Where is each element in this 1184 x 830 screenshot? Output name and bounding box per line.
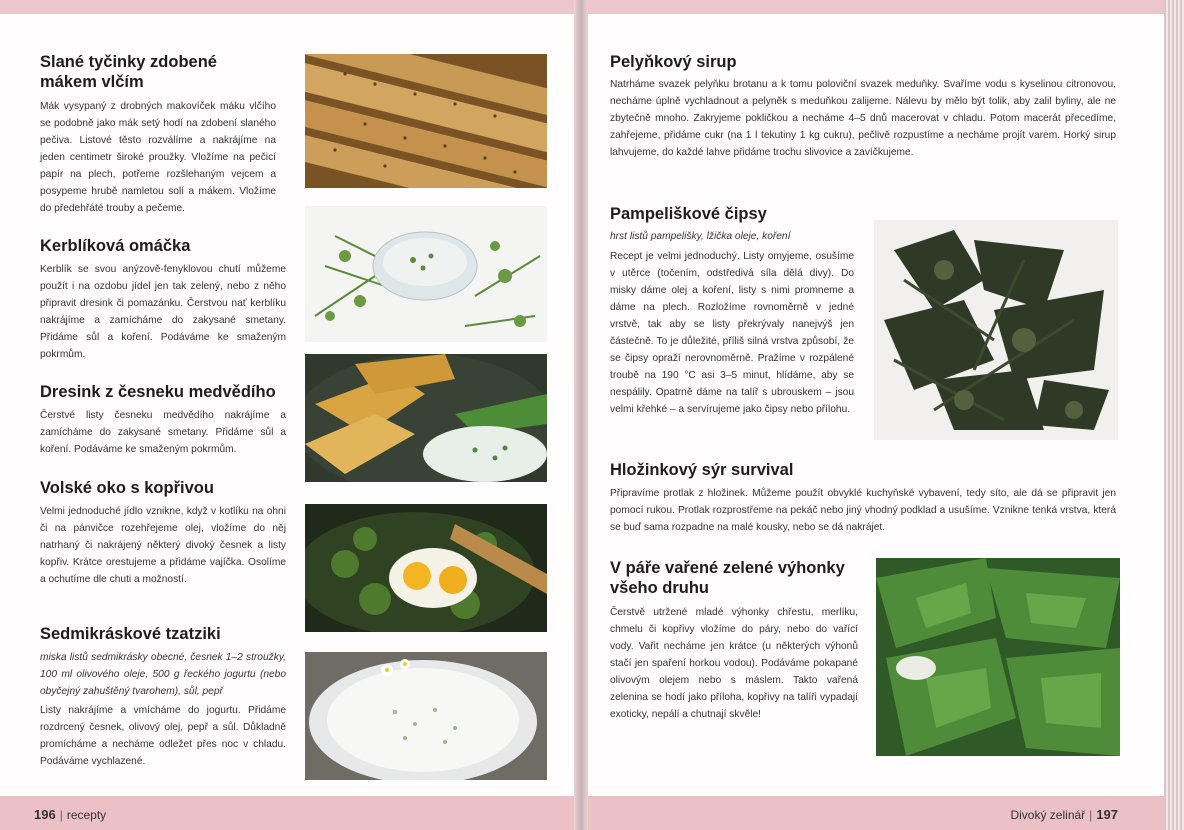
recipe-title: Pelyňkový sirup (610, 53, 737, 71)
left-folio: 196 | recepty (34, 807, 107, 822)
section-name: recepty (66, 808, 107, 822)
recipe-text: Čerstvě utržené mladé výhonky chřestu, merlíku, chmelu či kopřivy vložíme do páry, nebo do vařící vody. Vařit necháme jen krátce (u některých výhonů stačí jen spaření horkou vodou). Podáváme pokapané olivovým olejem nebo s máslem. Takto vařená zelenina se hodí jako příloha, kopřivy na talíři vypadají exoticky, nepálí a chutnají skvěle! (610, 607, 858, 720)
recipe-egg-nettle (40, 478, 286, 588)
recipe-haw-cheese (610, 460, 1116, 536)
recipe-title: Hložinkový sýr survival (610, 461, 794, 479)
recipe-garlic-dressing (40, 382, 286, 458)
recipe-text: Připravíme protlak z hložinek. Můžeme použít obvyklé kuchyňské vybavení, tedy síto, ale dá se připravit jen pomocí rukou. Protlak rozprostřeme na pekáč nebo jiný vhodný podklad a usušíme. Vznikne tenká vrstva, která se buď sama rozpadne na malé kousky, nebo se dá nakrájet. (610, 488, 1116, 533)
recipe-text: Velmi jednoduché jídlo vznikne, když v kotlíku na ohni či na pánvičce rozehřejeme olej, vložíme do něj natrhaný či nakrájený některý divoký česnek a listy kopřiv. Krátce orestujeme a přidáme vajíčka. Osolíme a ochutíme dle chuti a možností. (40, 506, 286, 585)
right-bottom-band (588, 796, 1164, 830)
recipe-text: Mák vysypaný z drobných makovíček máku vlčího se podobně jako mák setý hodí na zdobení slaného pečiva. Listové těsto rozválíme a nakrájíme na jeden centimetr široké proužky. Vložíme na pečicí papír na plech, potřeme rozšlehaným vejcem a posypeme hrubě namletou solí a mákem. Vložíme do předehřáté trouby a pečeme. (40, 101, 276, 214)
section-name: Divoký zelinář (1010, 808, 1086, 822)
photo-dandelion-chips (874, 220, 1118, 440)
photo-chervil-sauce (305, 206, 547, 342)
photo-poppy-sticks (305, 54, 547, 188)
left-bottom-band (0, 796, 574, 830)
recipe-title: Slané tyčinky zdobené mákem vlčím (40, 53, 217, 91)
recipe-text: Natrháme svazek pelyňku brotanu a k tomu poloviční svazek meduňky. Svaříme vodu s kyselinou citronovou, necháme úplně vychladnout a pelyněk s meduňkou zalijeme. Nálevu by mělo být tolik, aby zalil byliny, ale ne zbytečně mnoho. Zakryjeme pokličkou a necháme 4–5 dnů macerovat v chladu. Potom macerát přecedíme, zahřejeme, přidáme cukr (na 1 l tekutiny 1 kg cukru), pečlivě rozpustíme a necháme projít varem. Horký sirup lahvujeme, do každé lahve přidáme trochu slivovice a zavíčkujeme. (610, 79, 1116, 158)
recipe-text: Čerstvé listy česneku medvědího nakrájíme a zamícháme do zakysané smetany. Přidáme sůl a koření. Podáváme ke smaženým pokrmům. (40, 410, 286, 455)
recipe-title: Volské oko s kopřivou (40, 479, 214, 497)
recipe-daisy-tzatziki (40, 624, 286, 770)
recipe-chervil-sauce (40, 236, 286, 363)
recipe-dandelion-chips (610, 204, 854, 418)
recipe-ingredients: miska listů sedmikrásky obecné, česnek 1–2 stroužky, 100 ml olivového oleje, 500 g řeckého jogurtu (nebo obyčejný zahuštěný tvarohem), sůl, pepř (40, 652, 286, 697)
recipe-text: Kerblík se svou anýzově-fenyklovou chutí můžeme použít i na ozdobu jídel jen tak zelený, nebo z něho připravit dresink či pomazánku. Čerstvou nať kerblíku nakrájíme a zamícháme do zakysané smetany. Přidáme sůl a koření. Podáváme ke smaženým pokrmům. (40, 264, 286, 360)
photo-daisy-tzatziki (305, 652, 547, 780)
recipe-steamed-shoots (610, 558, 858, 723)
page-edges (1164, 0, 1184, 830)
recipe-title: Kerblíková omáčka (40, 237, 191, 255)
right-folio: Divoký zelinář | 197 (1010, 807, 1118, 822)
book-gutter (574, 0, 588, 830)
recipe-text: Listy nakrájíme a vmícháme do jogurtu. Přidáme rozdrcený česnek, olivový olej, pepř a sůl. Důkladně promícháme a necháme odležet přes noc v chladu. Podáváme vychlazené. (40, 705, 286, 767)
page-number: 197 (1096, 807, 1118, 822)
recipe-ingredients: hrst listů pampelišky, lžička oleje, koření (610, 231, 791, 242)
photo-garlic-dressing (305, 354, 547, 482)
recipe-title: V páře vařené zelené výhonky všeho druhu (610, 559, 845, 597)
photo-egg-nettle (305, 504, 547, 632)
right-page (584, 14, 1164, 796)
recipe-title: Pampeliškové čipsy (610, 205, 767, 223)
left-page (0, 14, 578, 796)
photo-nettle-shoots (876, 558, 1120, 756)
recipe-wormwood-syrup (610, 52, 1116, 161)
recipe-title: Dresink z česneku medvědího (40, 383, 276, 401)
page-number: 196 (34, 807, 56, 822)
recipe-text: Recept je velmi jednoduchý. Listy omyjeme, osušíme v utěrce (točením, odstředivá síla dělá divy). Do misky dáme olej a koření, listy s nimi promneme a dáme na plech. Rozložíme rovnoměrně v jedné vrstvě, tak aby se listy překrývaly nanejvýš jen částečně. To je důležité, příliš silná vrstva způsobí, že se čipsy opraží nerovnoměrně. Pražíme v rozpálené troubě na 190 °C asi 3–5 minut, hlídáme, aby se nespálily. Opatrně dáme na talíř s ubrouskem – jsou velmi křehké – a servírujeme jako čipsy nebo přílohu. (610, 251, 854, 415)
recipe-title: Sedmikráskové tzatziki (40, 625, 221, 643)
recipe-poppy-sticks (40, 52, 276, 217)
